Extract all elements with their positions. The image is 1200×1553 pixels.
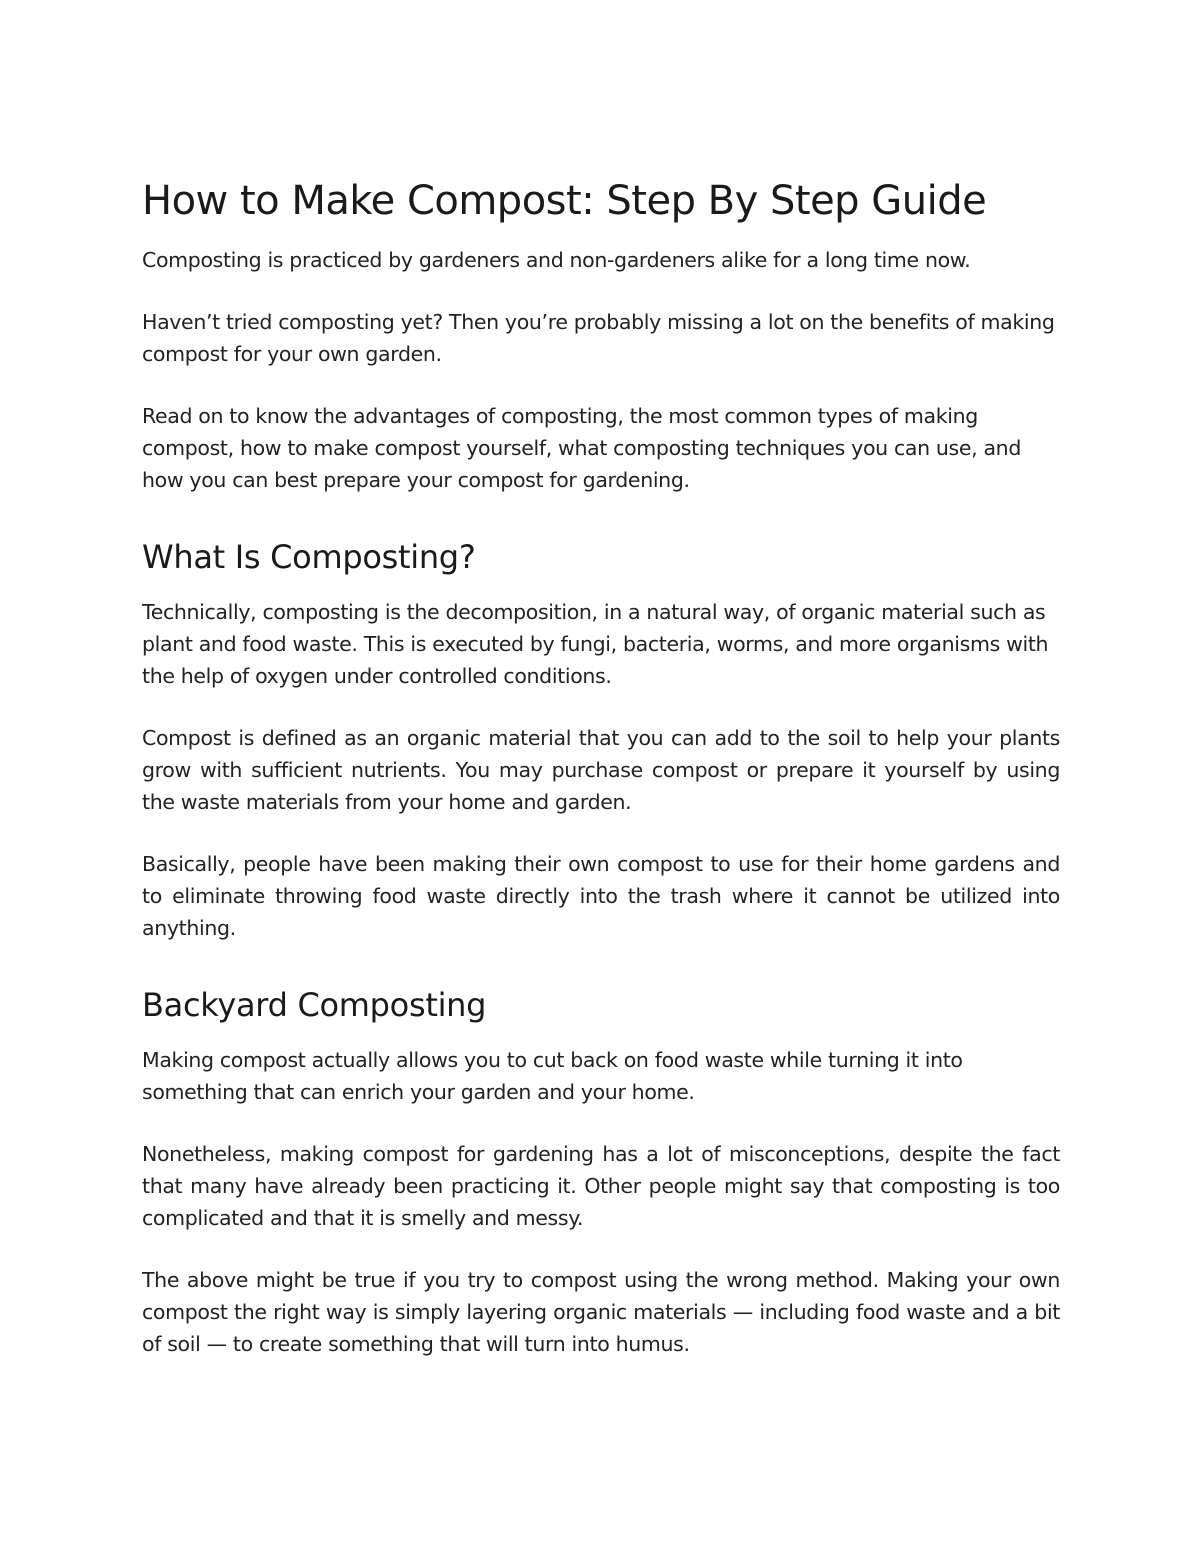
section-paragraph: The above might be true if you try to compost using the wrong method. Making your own compost the right way is simply layering organic materials — including food waste and a bit of soil — to create something that will turn into humus. (142, 1268, 1060, 1356)
section-paragraph: Basically, people have been making their own compost to use for their home gardens and to eliminate throwing food waste directly into the trash where it cannot be utilized into anything. (142, 852, 1060, 940)
document-title: How to Make Compost: Step By Step Guide (142, 178, 987, 224)
intro-paragraph: Read on to know the advantages of composting, the most common types of making compost, how to make compost yourself, what composting techniques you can use, and how you can best prepare your compost for gardening. (142, 404, 1021, 492)
intro-paragraph: Composting is practiced by gardeners and non-gardeners alike for a long time now. (142, 248, 971, 272)
intro-paragraph: Haven’t tried composting yet? Then you’re probably missing a lot on the benefits of making compost for your own garden. (142, 310, 1055, 366)
section-heading-what-is-composting: What Is Composting? (142, 538, 476, 576)
section-paragraph: Nonetheless, making compost for gardening has a lot of misconceptions, despite the fact that many have already been practicing it. Other people might say that composting is too complicated and that it is smelly and messy. (142, 1142, 1060, 1230)
section-paragraph: Making compost actually allows you to cut back on food waste while turning it into something that can enrich your garden and your home. (142, 1048, 963, 1104)
section-heading-backyard-composting: Backyard Composting (142, 986, 487, 1024)
section-paragraph: Compost is defined as an organic material that you can add to the soil to help your plants grow with sufficient nutrients. You may purchase compost or prepare it yourself by using the waste materials from your home and garden. (142, 726, 1060, 814)
document-page (142, 170, 1060, 1390)
section-paragraph: Technically, composting is the decomposition, in a natural way, of organic material such as plant and food waste. This is executed by fungi, bacteria, worms, and more organisms with the help of oxygen under controlled conditions. (142, 600, 1049, 688)
